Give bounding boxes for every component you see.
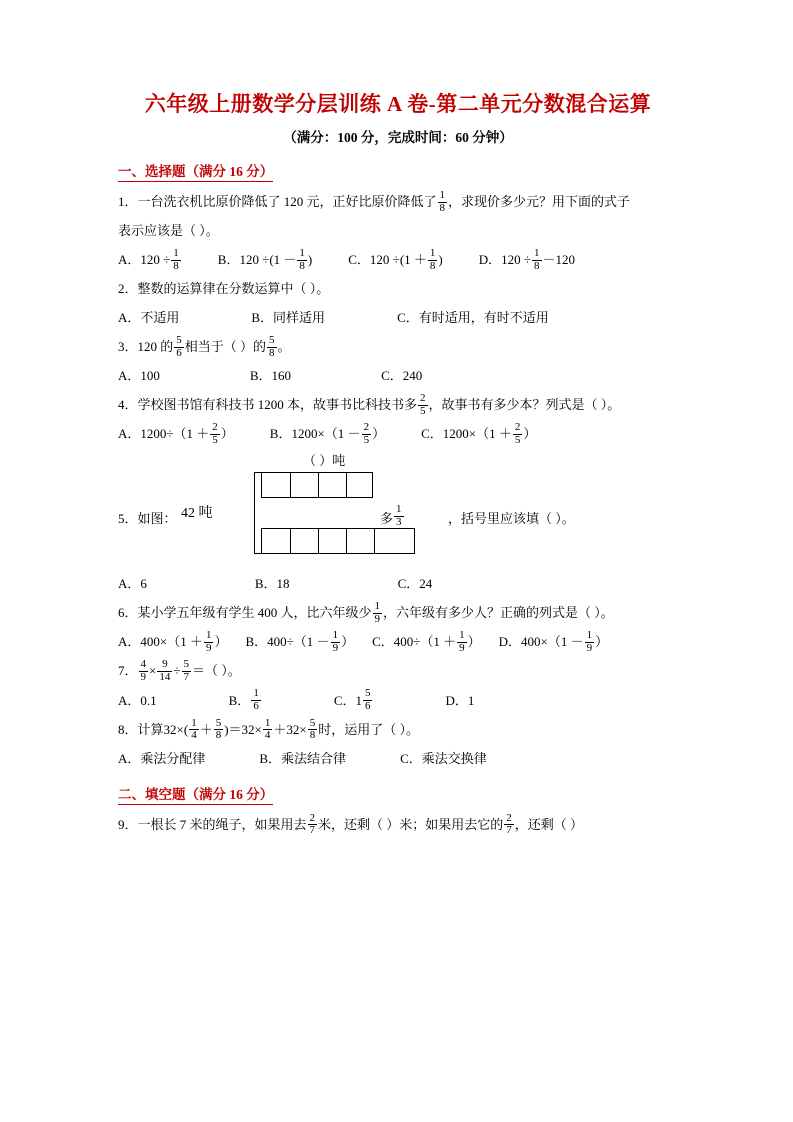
q5-bar-top-tick [290,473,291,497]
section-heading-choice: 一、选择题（满分 16 分） [118,160,273,182]
question-3-options [118,363,678,389]
spacer [228,629,246,655]
spacer [312,247,330,273]
spacer [343,305,361,331]
q5-bar-bottom [261,528,415,554]
spacer [178,363,196,389]
q7-option-a: A．0.1 [118,692,157,708]
spacer [183,571,201,597]
spacer [379,305,397,331]
spacer [330,247,348,273]
q4-option-c: C．1200×（1 ＋ $\frac{2}{5}$ ） [421,421,537,446]
spacer [346,746,364,772]
q1-option-d: D．120 ÷ $\frac{1}{8}$ －120 [478,247,576,272]
question-7-options [118,688,678,714]
q4-fraction: $\frac{2}{5}$ [420,392,426,417]
question-7: 7． $\frac{4}{9}$ × $\frac{9}{14}$ ÷ $\frac{5}{7}$ ＝（ ）。 [118,658,241,683]
spacer [197,305,215,331]
q1-text-a: 1．一台洗衣机比原价降低了 120 元，正好比原价降低了 [118,194,437,209]
q7-fraction-2: $\frac{9}{14}$ [159,658,171,683]
q8-right-paren: ) [224,721,229,737]
spacer [200,247,218,273]
q5-top-label: （ ）吨 [303,453,346,469]
spacer [196,363,214,389]
q5-bar-top-tick [346,473,347,497]
spacer [385,421,403,447]
spacer [443,247,461,273]
q3-fraction-2: $\frac{5}{8}$ [269,334,275,359]
spacer [427,688,445,714]
spacer [214,363,232,389]
question-1-line1 [118,189,678,215]
section-fill-heading-wrap [118,775,678,809]
spacer [165,571,183,597]
q2-option-c: C．有时适用，有时不适用 [397,310,549,326]
q1-option-a-fraction: $\frac{1}{8}$ [173,247,179,272]
q6-fraction: $\frac{1}{9}$ [374,600,381,625]
q1-fraction: $\frac{1}{8}$ [439,188,446,214]
q6-option-d-fraction: $\frac{1}{9}$ [586,629,593,654]
q1-text-b: ，求现价多少元？用下面的式子 [448,194,631,209]
q7-option-b-fraction: $\frac{1}{6}$ [253,687,259,713]
q6-option-b-fraction: $\frac{1}{9}$ [332,629,339,654]
question-4-options [118,421,678,447]
spacer [326,571,344,597]
spacer [309,363,327,389]
q1-option-c: C．120 ÷(1 ＋ $\frac{1}{8}$ ) [348,247,443,272]
q5-option-a: A．6 [118,576,147,592]
question-2-options [118,305,678,331]
q5-bar-bottom-tick [374,529,375,553]
spacer [364,746,382,772]
q4-option-c-fraction: $\frac{2}{5}$ [514,421,521,446]
spacer [403,421,421,447]
exam-subtitle: （满分：100 分，完成时间：60 分钟） [283,130,513,145]
q2-option-b: B．同样适用 [251,310,326,326]
q2-option-a: A．不适用 [118,310,180,326]
q1-option-b: B．120 ÷(1 － $\frac{1}{8}$ ) [217,247,313,272]
q8-left-paren: ( [183,721,189,737]
spacer [234,421,252,447]
spacer [380,571,398,597]
spacer [147,571,165,597]
question-3: 3．120 的 $\frac{5}{6}$ 相当于（ ）的 $\frac{5}{8}$ 。 [118,334,291,359]
q7-option-b: B． $\frac{1}{6}$ [228,687,259,713]
question-2: 2．整数的运算律在分数运算中（ ）。 [118,281,330,297]
q1-option-d-fraction: $\frac{1}{8}$ [534,247,540,272]
section-heading-fill: 二、填空题（满分 16 分） [118,783,273,805]
q6-option-a-fraction: $\frac{1}{9}$ [205,629,212,654]
q8-fraction-2: $\frac{5}{8}$ [215,716,222,742]
spacer [193,688,211,714]
spacer [316,688,334,714]
spacer [232,363,250,389]
q5-option-b: B．18 [254,576,290,592]
spacer [262,688,280,714]
spacer [215,305,233,331]
q3-option-b: B．160 [249,368,292,384]
q7-option-c-fraction: $\frac{5}{6}$ [364,687,371,713]
q7-option-d: D．1 [445,692,475,708]
spacer [373,688,391,714]
question-1-options [118,247,678,273]
q1-option-a: A．120 ÷ $\frac{1}{8}$ [118,247,179,272]
spacer [298,688,316,714]
spacer [223,746,241,772]
spacer [219,571,237,597]
spacer [205,746,223,772]
spacer [290,571,308,597]
spacer [160,363,178,389]
spacer [363,363,381,389]
spacer [354,629,372,655]
q5-bar-bottom-tick [346,529,347,553]
q8-option-c: C．乘法交换律 [400,750,487,766]
q5-bar-bottom-tick [290,529,291,553]
q5-left-label: 42 吨 [181,506,213,522]
spacer [362,571,380,597]
q3-option-c: C．240 [381,368,423,384]
q5-bar-bottom-tick [318,529,319,553]
spacer [361,305,379,331]
section-choice-heading-wrap [118,152,678,186]
spacer [481,629,499,655]
spacer [211,688,229,714]
q5-duo-label: 多 $\frac{1}{3}$ [380,503,402,528]
question-8: 8．计算32×( $\frac{1}{4}$ ＋ $\frac{5}{8}$ )＝32× $\frac{1}{4}$ ＋32× $\frac{5}{8}$ 时，运用了（ ）。 [118,716,419,742]
spacer [201,571,219,597]
q4-option-a: A．1200÷（1 ＋ $\frac{2}{5}$ ） [118,421,234,446]
q6-option-c: C．400÷（1 ＋ $\frac{1}{9}$ ） [372,629,481,654]
spacer [280,688,298,714]
spacer [175,688,193,714]
spacer [157,688,175,714]
q7-fraction-1: $\frac{4}{9}$ [140,658,147,683]
q5-lead-text: 5．如图： [118,511,177,527]
question-6-options [118,629,678,655]
spacer [327,363,345,389]
spacer [382,746,400,772]
q4-option-a-fraction: $\frac{2}{5}$ [212,421,218,446]
spacer [308,571,326,597]
spacer [179,305,197,331]
q8-option-a: A．乘法分配律 [118,750,206,766]
question-6: 6．某小学五年级有学生 400 人，比六年级少 $\frac{1}{9}$ ，六年级有多少人？正确的列式是（ ）。 [118,600,614,625]
q7-option-c: C．1 $\frac{5}{6}$ [333,687,371,713]
q9-fraction-1: $\frac{2}{7}$ [309,811,316,837]
question-5-diagram [118,450,678,568]
q6-option-d: D．400×（1 － $\frac{1}{9}$ ） [498,629,609,654]
q9-fraction-2: $\frac{2}{7}$ [506,811,512,837]
q8-option-b: B．乘法结合律 [259,750,347,766]
q5-tail-text: ，括号里应该填（ ）。 [448,511,575,527]
question-4: 4．学校图书馆有科技书 1200 本，故事书比科技书多 $\frac{2}{5}$ ，故事书有多少本？列式是（ ）。 [118,392,621,417]
q3-fraction-1: $\frac{5}{6}$ [176,334,182,359]
question-9: 9．一根长 7 米的绳子，如果用去 $\frac{2}{7}$ 米，还剩（ ）米；如果用去它的 $\frac{2}{7}$ ，还剩（ ） [118,811,584,837]
spacer [345,363,363,389]
q8-fraction-4: $\frac{5}{8}$ [309,716,316,742]
q3-option-a: A．100 [118,368,160,384]
q6-option-c-fraction: $\frac{1}{9}$ [459,629,465,654]
question-5-options [118,571,678,597]
q1-option-b-fraction: $\frac{1}{8}$ [299,247,305,272]
q5-option-c: C．24 [397,576,433,592]
spacer [461,247,479,273]
spacer [237,571,255,597]
spacer [252,421,270,447]
spacer [241,746,259,772]
q7-fraction-3: $\frac{5}{7}$ [183,658,189,683]
spacer [344,571,362,597]
question-8-options [118,746,678,772]
q5-duo-fraction: $\frac{1}{3}$ [396,503,402,528]
document-content [118,88,678,841]
q4-option-b: B．1200×（1 － $\frac{2}{5}$ ） [269,421,386,446]
spacer [182,247,200,273]
q8-fraction-1: $\frac{1}{4}$ [191,716,197,742]
spacer [409,688,427,714]
q4-option-b-fraction: $\frac{2}{5}$ [363,421,370,446]
q1-option-c-fraction: $\frac{1}{8}$ [429,247,436,272]
spacer [291,363,309,389]
q5-bar-top [261,472,373,498]
spacer [391,688,409,714]
q8-fraction-3: $\frac{1}{4}$ [264,716,271,742]
q6-option-a: A．400×（1 ＋ $\frac{1}{9}$ ） [118,629,228,654]
spacer [233,305,251,331]
page-title: 六年级上册数学分层训练 A 卷-第二单元分数混合运算 [144,92,652,116]
q5-bar-top-tick [318,473,319,497]
question-1-line2: 表示应该是（ ）。 [118,223,219,239]
spacer [325,305,343,331]
q6-option-b: B．400÷（1 － $\frac{1}{9}$ ） [245,629,355,654]
